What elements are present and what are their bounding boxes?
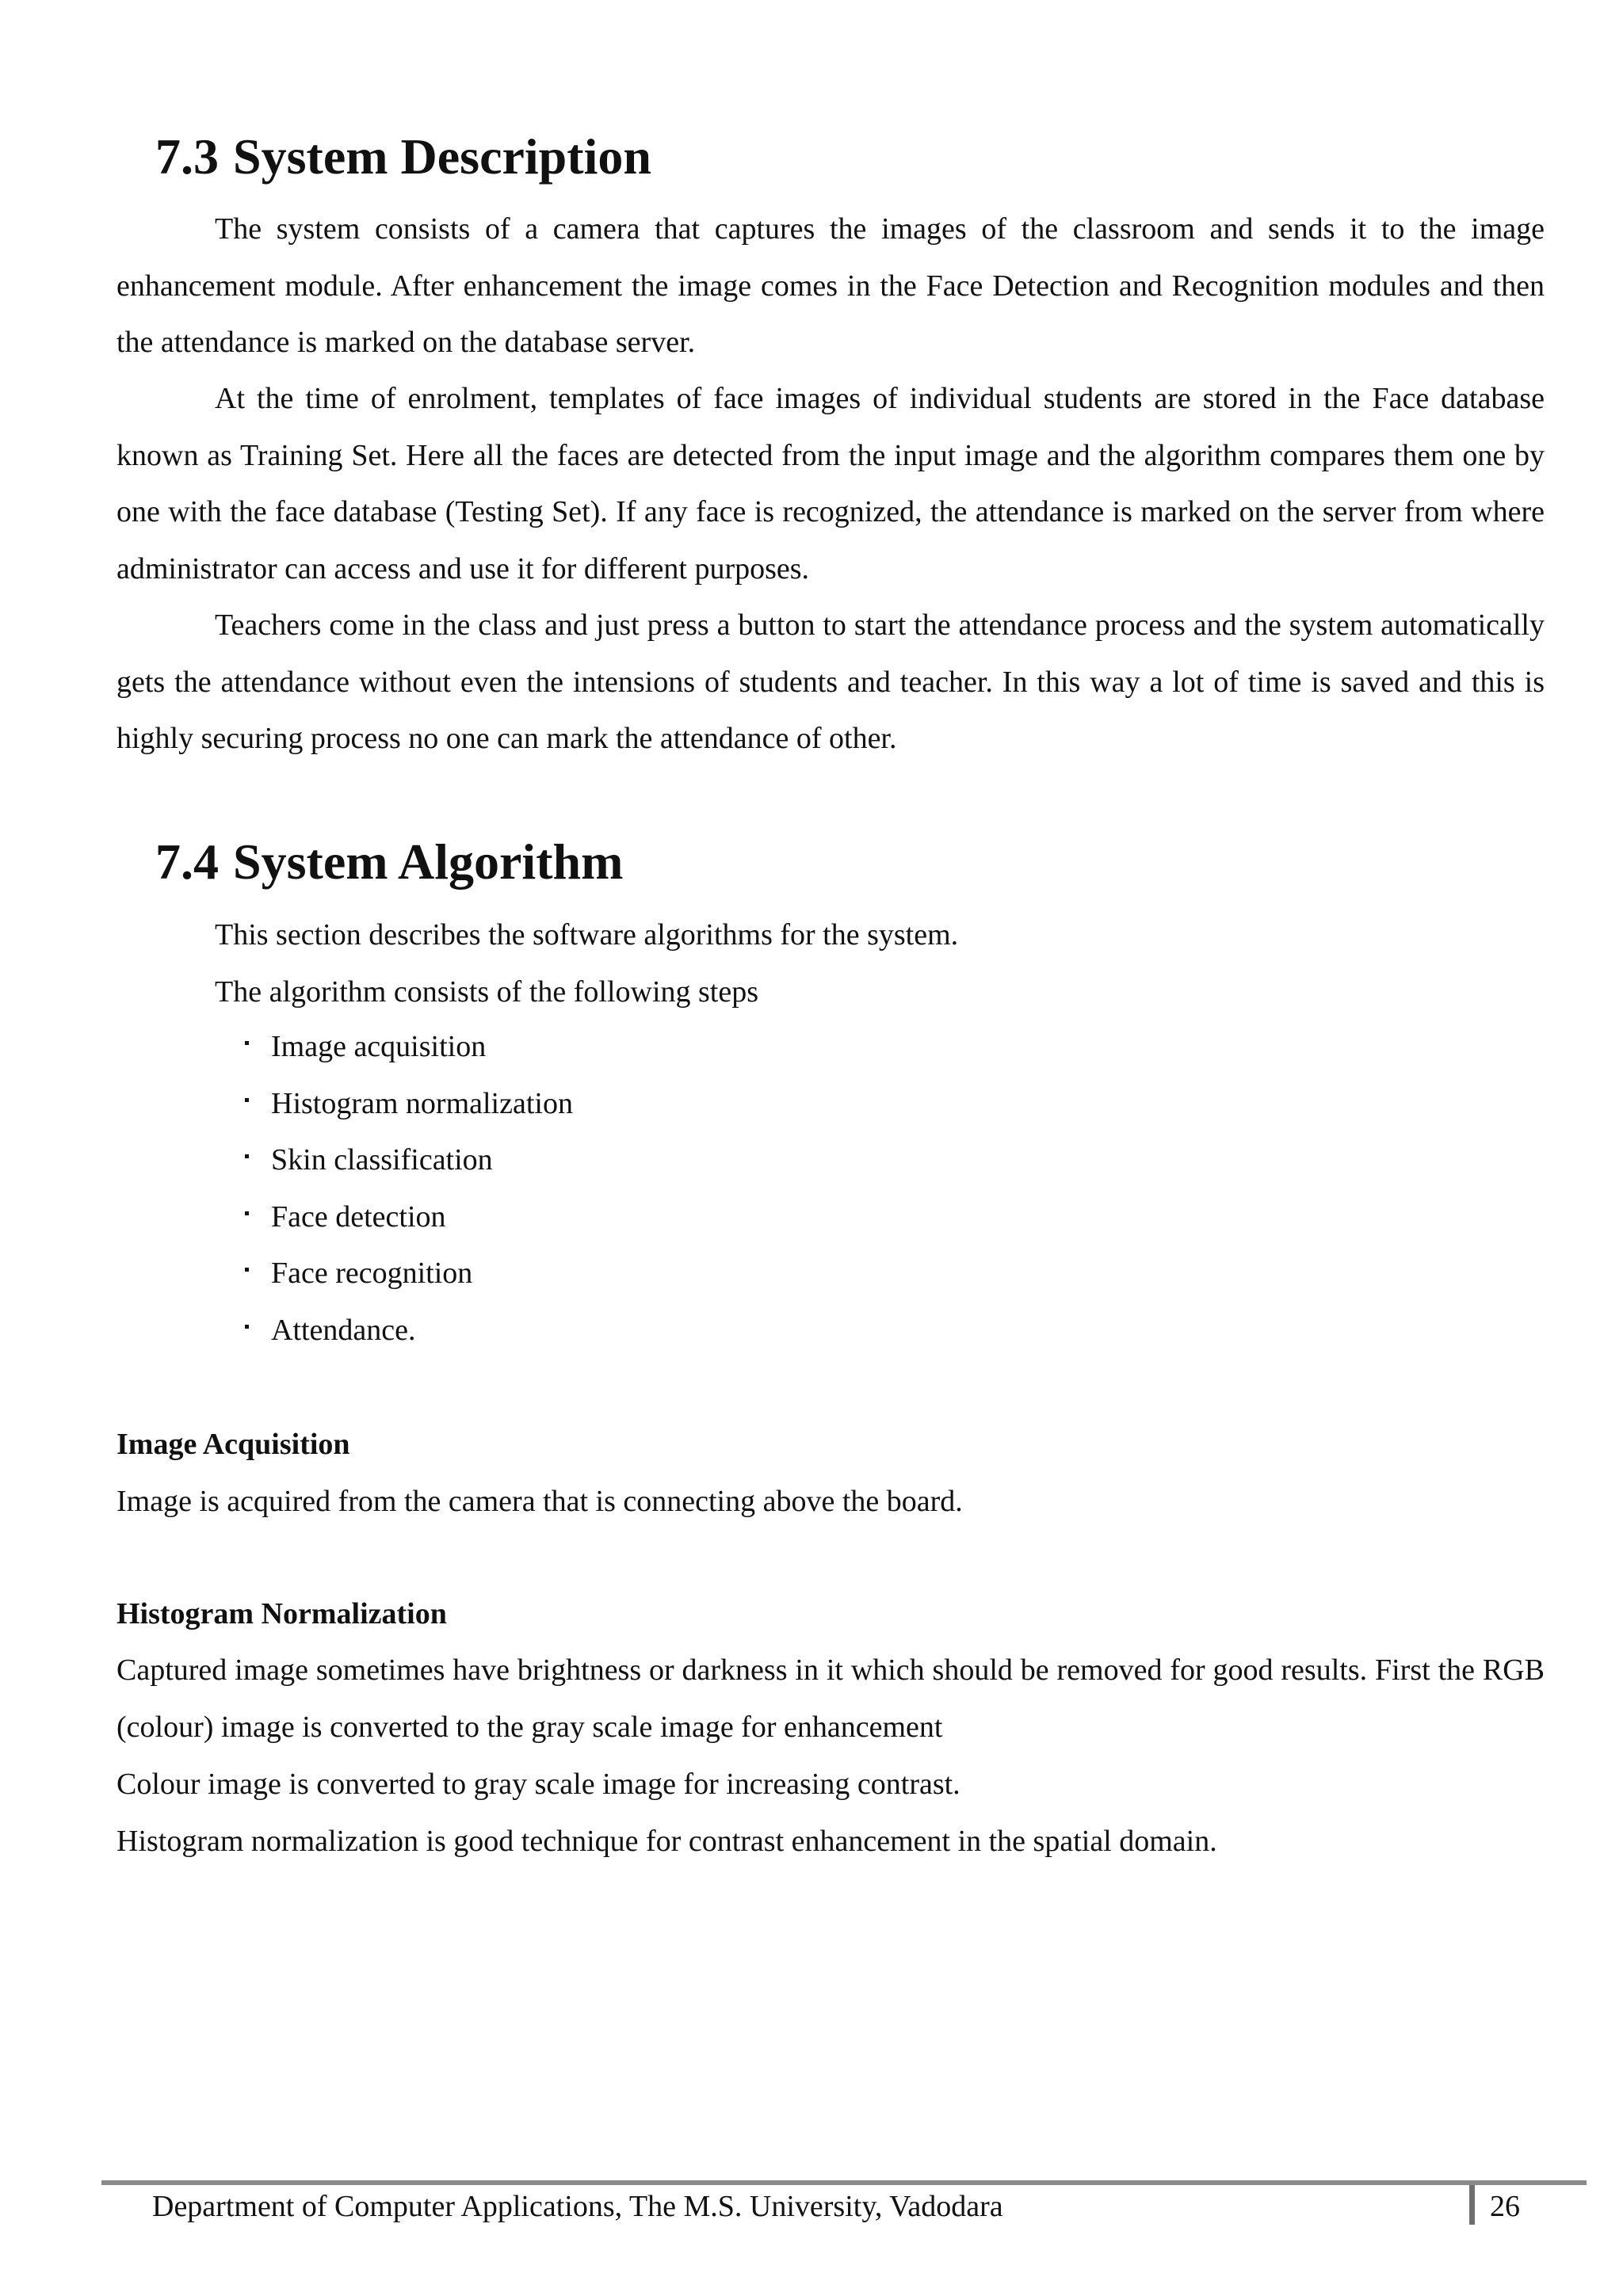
section-heading-7-4 <box>155 833 624 890</box>
image-acquisition-text: Image is acquired from the camera that is connecting above the board. <box>116 1485 963 1518</box>
bullet-icon <box>245 1268 249 1272</box>
list-item: Face detection <box>238 1202 573 1259</box>
footer-separator <box>1469 2185 1475 2225</box>
bullet-icon <box>245 1098 249 1102</box>
algorithm-steps-intro: The algorithm consists of the following steps <box>215 975 759 1009</box>
list-item: Attendance. <box>238 1315 573 1372</box>
algorithm-intro: This section describes the software algorithms for the system. <box>215 918 959 952</box>
page-number: 26 <box>1490 2190 1520 2223</box>
histogram-line-1: Colour image is converted to gray scale image for increasing contrast. <box>116 1768 960 1801</box>
section-heading-7-3 <box>155 128 651 185</box>
section-number: 7.4 <box>155 833 219 890</box>
bullet-icon <box>245 1154 249 1158</box>
section-title: System Description <box>233 128 651 185</box>
list-item: Face recognition <box>238 1258 573 1315</box>
histogram-paragraph: Captured image sometimes have brightness or darkness in it which should be removed for good results. First the RGB (colour) image is converted to the gray scale image for enhancement <box>116 1653 1545 1744</box>
subheading-image-acquisition: Image Acquisition <box>116 1428 350 1461</box>
bullet-icon <box>245 1041 249 1045</box>
section-title: System Algorithm <box>233 833 624 890</box>
histogram-line-2: Histogram normalization is good technique for contrast enhancement in the spatial domain. <box>116 1825 1217 1858</box>
list-item: Skin classification <box>238 1145 573 1202</box>
paragraph-enrolment: At the time of enrolment, templates of face images of individual students are stored in the Face database known as Training Set. Here all the faces are detected from the input image and the algorithm compares them one by one with the face database (Testing Set). If any face is recognized, the attendance is marked on the server from where administrator can access and use it for different purposes. <box>116 382 1545 585</box>
section-number: 7.3 <box>155 128 219 185</box>
footer-divider <box>101 2180 1587 2185</box>
paragraph-system-overview: The system consists of a camera that captures the images of the classroom and sends it to the image enhancement module. After enhancement the image comes in the Face Detection and Recognition modules and then the attendance is marked on the database server. <box>116 212 1545 359</box>
list-item: Image acquisition <box>238 1032 573 1089</box>
list-item: Histogram normalization <box>238 1089 573 1146</box>
algorithm-steps-list <box>238 1032 573 1371</box>
paragraph-teachers: Teachers come in the class and just press a button to start the attendance process and the system automatically gets the attendance without even the intensions of students and teacher. In this way a lot of time is saved and this is highly securing process no one can mark the attendance of other. <box>116 608 1545 755</box>
bullet-icon <box>245 1211 249 1215</box>
subheading-histogram-normalization: Histogram Normalization <box>116 1597 447 1630</box>
bullet-icon <box>245 1325 249 1329</box>
footer-department: Department of Computer Applications, The M.S. University, Vadodara <box>152 2190 1003 2223</box>
